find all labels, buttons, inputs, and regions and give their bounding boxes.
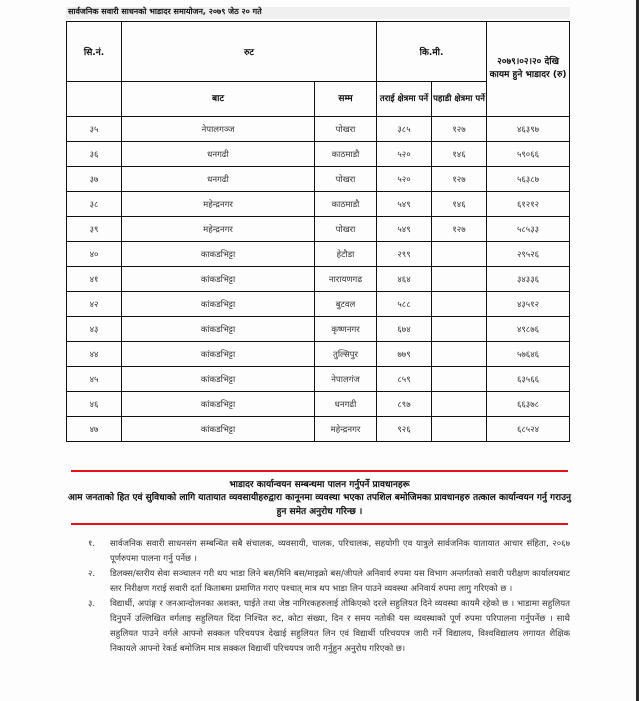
table-row — [67, 292, 570, 317]
cell-fare: ६१२१२ — [487, 192, 570, 217]
cell-fare: ५९०६६ — [487, 142, 570, 167]
table-row — [67, 417, 570, 442]
cell-to: पोखरा — [315, 217, 377, 242]
header-terai: तराई क्षेत्रमा पर्ने — [377, 82, 432, 117]
cell-to: बुटवल — [315, 292, 377, 317]
cell-terai-km: ५४९ — [377, 217, 432, 242]
notice-bottom-rule — [71, 523, 568, 525]
cell-hill-km: १२७ — [432, 117, 487, 142]
cell-fare: ६६३७८ — [487, 392, 570, 417]
cell-serial: ४३ — [67, 317, 122, 342]
document-title: सार्वजनिक सवारी साधनको भाडादर समायोजन, २०७९ जेठ २० गते — [68, 7, 262, 16]
cell-serial: ३९ — [67, 217, 122, 242]
table-row — [67, 392, 570, 417]
cell-serial: ४५ — [67, 367, 122, 392]
cell-from: कांकडभिट्टा — [122, 342, 315, 367]
cell-serial: ३५ — [67, 117, 122, 142]
cell-hill-km — [432, 317, 487, 342]
cell-to: नेपालगंज — [315, 367, 377, 392]
cell-from: धनगढी — [122, 142, 315, 167]
cell-to: नारायणगढ — [315, 267, 377, 292]
cell-from: कांकडभिट्टा — [122, 392, 315, 417]
cell-from: नेपालगञ्ज — [122, 117, 315, 142]
cell-hill-km — [432, 392, 487, 417]
cell-to: हेटौडा — [315, 242, 377, 267]
cell-hill-km — [432, 242, 487, 267]
header-to: सम्म — [315, 82, 377, 117]
provision-number: २. — [88, 569, 96, 579]
cell-terai-km: ५८८ — [377, 292, 432, 317]
cell-fare: ५८५३३ — [487, 217, 570, 242]
cell-fare: ५७६४६ — [487, 342, 570, 367]
table-row — [67, 167, 570, 192]
cell-terai-km: ६७४ — [377, 317, 432, 342]
header-route: रुट — [122, 22, 377, 82]
provisions-list — [88, 537, 570, 657]
cell-to: पोखरा — [315, 167, 377, 192]
fare-table — [66, 21, 570, 442]
provision-item — [88, 597, 570, 657]
provision-text: सार्वजनिक सवारी साधनसंग सम्बन्धित सबै संचालक, व्यवसायी, चालक, परिचालक, सहयोगी एव यात्रुले सार्वजनिक यातायात आचार संहिता, २०६७ पूर्णरुपमा पालना गर्नु पर्नेछ । — [110, 539, 570, 564]
cell-to: तुल्सिपुर — [315, 342, 377, 367]
cell-fare: ४३५१२ — [487, 292, 570, 317]
cell-serial: ३८ — [67, 192, 122, 217]
cell-terai-km: ५४९ — [377, 192, 432, 217]
cell-to: पोखरा — [315, 117, 377, 142]
cell-from: काकडभिट्टा — [122, 242, 315, 267]
header-serial-empty — [67, 82, 122, 117]
cell-serial: ४० — [67, 242, 122, 267]
cell-hill-km — [432, 367, 487, 392]
cell-from: कांकडभिट्टा — [122, 292, 315, 317]
cell-hill-km — [432, 267, 487, 292]
provision-number: ३. — [88, 599, 96, 609]
cell-fare: ६३५६६ — [487, 367, 570, 392]
provision-item — [88, 537, 570, 567]
header-km: कि.मी. — [377, 22, 487, 82]
cell-fare: २९५२६ — [487, 242, 570, 267]
cell-to: काठमाडौ — [315, 192, 377, 217]
cell-from: कांकडभिट्टा — [122, 317, 315, 342]
table-row — [67, 342, 570, 367]
cell-from: धनगढी — [122, 167, 315, 192]
cell-terai-km: ९२६ — [377, 417, 432, 442]
fare-table-body — [67, 117, 570, 442]
cell-hill-km: १२७ — [432, 167, 487, 192]
notice-title: भाडादर कार्यान्वयन सम्बन्धमा पालन गर्नुपर्ने प्रावधानहरू — [229, 480, 410, 490]
provision-number: १. — [88, 539, 96, 549]
cell-from: महेन्द्रनगर — [122, 217, 315, 242]
table-row — [67, 267, 570, 292]
header-fare: २०७९।०२।२० देखि कायम हुने भाडादर (रु) — [487, 22, 570, 117]
cell-fare: ६८५२४ — [487, 417, 570, 442]
cell-from: महेन्द्रनगर — [122, 192, 315, 217]
cell-hill-km — [432, 342, 487, 367]
cell-serial: ३६ — [67, 142, 122, 167]
notice-top-rule — [71, 470, 568, 472]
cell-fare: ३४३३६ — [487, 267, 570, 292]
provision-item — [88, 567, 570, 597]
cell-serial: ४२ — [67, 292, 122, 317]
cell-hill-km: १४६ — [432, 192, 487, 217]
table-row — [67, 142, 570, 167]
header-serial: सि.नं. — [67, 22, 122, 82]
notice-body: आम जनताको हित एवं सुविधाको लागि यातायात व्यवसायीहरुद्वारा कानूनमा व्यवस्था भएका तपशिल बमोजिमका प्रावधानहरु तत्काल कार्यान्वयन गर्नु गराउनु हुन समेत अनुरोध गरिन्छ । — [67, 493, 572, 517]
cell-from: कांकडभिट्टा — [122, 267, 315, 292]
cell-terai-km: ८९७ — [377, 392, 432, 417]
table-row — [67, 217, 570, 242]
table-row — [67, 317, 570, 342]
cell-hill-km — [432, 292, 487, 317]
cell-from: कांकडभिट्टा — [122, 367, 315, 392]
cell-terai-km: ५२० — [377, 142, 432, 167]
cell-terai-km: ५२० — [377, 167, 432, 192]
cell-fare: ५६३८७ — [487, 167, 570, 192]
cell-terai-km: ७७९ — [377, 342, 432, 367]
table-row — [67, 192, 570, 217]
cell-fare: ४९८७६ — [487, 317, 570, 342]
table-row — [67, 242, 570, 267]
table-row — [67, 367, 570, 392]
cell-serial: ४७ — [67, 417, 122, 442]
header-hill: पहाडी क्षेत्रमा पर्ने — [432, 82, 487, 117]
cell-terai-km: २९९ — [377, 242, 432, 267]
cell-to: महेन्द्रनगर — [315, 417, 377, 442]
header-from: बाट — [122, 82, 315, 117]
cell-fare: ४६३९७ — [487, 117, 570, 142]
table-row — [67, 117, 570, 142]
cell-serial: ४४ — [67, 342, 122, 367]
cell-terai-km: ८५९ — [377, 367, 432, 392]
cell-hill-km: १४६ — [432, 142, 487, 167]
cell-to: कृष्णनगर — [315, 317, 377, 342]
cell-terai-km: ४६४ — [377, 267, 432, 292]
cell-terai-km: ३८५ — [377, 117, 432, 142]
cell-to: धनगढी — [315, 392, 377, 417]
cell-to: काठमाडौ — [315, 142, 377, 167]
provision-text: डिलक्स/स्तरीय सेवा सञ्चालन गरी थप भाडा लिने बस/मिनि बस/माइक्रो बस/जीपले अनिवार्य रुपमा यस विभाग अन्तर्गतको सवारी परीक्षण कार्यालयबाट स्तर निरीक्षण गराई सवारी दर्ता किताबमा प्रमाणित गराए पश्चात् मात्र थप भाडा लिन पाउने व्यवस्था अनिवार्य रुपमा लागु गरिएको छ । — [110, 569, 570, 594]
cell-serial: ४६ — [67, 392, 122, 417]
cell-hill-km — [432, 417, 487, 442]
provision-text: विद्यार्थी, अपांङ्ग र जनआन्दोलनका अशक्त, घाईते तथा जेष्ठ नागिरकहरुलाई तोकिएको दरले सहुलियत दिने व्यवस्था कायमै रहेको छ । भाडामा सहुलियत दिनुपर्ने उल्लिखित वर्गलाइ सहुलियत दिंदा निश्चित रुट, कोटा संख्या, दिन र समय नतोकी यस व्यवस्थाको पूर्ण रुपमा परिपालना गर्नुपर्नेछ । साथै सहुलियत पाउने वर्गले आफ्नो सक्कल परिचयपत्र देखाई सहुलियत लिन एवं विद्यार्थी परिचयपत्र जारी गर्ने विद्यालय, विश्वविद्यालय लगायत शैक्षिक निकायले आफ्नो रेकर्ड बमोजिम मात्र सक्कल विद्यार्थी परिचयपत्र जारी गर्नुहुन अनुरोध गरिएको छ। — [110, 599, 570, 654]
cell-serial: ४१ — [67, 267, 122, 292]
cell-hill-km: १२७ — [432, 217, 487, 242]
cell-from: कांकडभिट्टा — [122, 417, 315, 442]
cell-serial: ३७ — [67, 167, 122, 192]
